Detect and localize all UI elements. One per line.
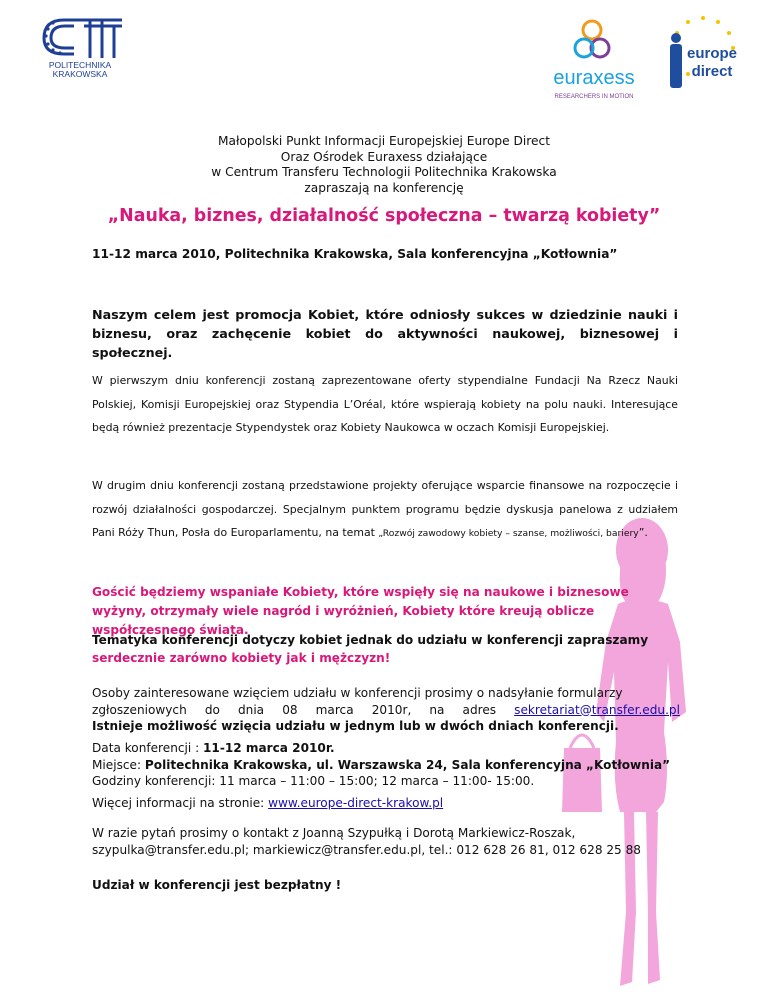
free-participation-note: Udział w konferencji jest bezpłatny ! bbox=[92, 878, 342, 892]
detail-hours: Godziny konferencji: 11 marca – 11:00 – 15:00; 12 marca – 11:00- 15:00. bbox=[92, 774, 535, 788]
website-link[interactable]: www.europe-direct-krakow.pl bbox=[268, 796, 444, 810]
theme-block bbox=[92, 631, 680, 667]
euraxess-logo bbox=[540, 14, 650, 106]
detail-date-value: 11-12 marca 2010r. bbox=[203, 741, 335, 755]
apply-word: dnia bbox=[237, 702, 265, 717]
apply-line1: Osoby zainteresowane wzięciem udziału w konferencji prosimy o nadsyłanie formularzy bbox=[92, 686, 623, 700]
goal-statement: Naszym celem jest promocja Kobiet, które odniosły sukces w dziedzinie nauki i biznesu, oraz zachęcenie kobiet do aktywności naukowej, biznesowej i społecznej. bbox=[92, 307, 678, 360]
day2-topic: „Rozwój zawodowy kobiety – szanse, możliwości, bariery bbox=[378, 528, 639, 539]
contact-line: szypulka@transfer.edu.pl; markiewicz@transfer.edu.pl, tel.: 012 628 26 81, 012 628 25 88 bbox=[92, 842, 641, 857]
apply-word: na bbox=[429, 702, 445, 717]
euraxess-tagline: RESEARCHERS IN MOTION bbox=[554, 94, 634, 100]
detail-place bbox=[92, 757, 680, 774]
conference-title: „Nauka, biznes, działalność społeczna – twarzą kobiety” bbox=[107, 206, 661, 226]
detail-place-label: Miejsce: bbox=[92, 757, 145, 772]
day2-text: W drugim dniu konferencji zostaną przedstawione projekty oferujące wsparcie finansowe na rozpoczęcie i rozwój działalności gospodarczej. Specjalnym punktem programu będzie dyskusja panelowa z udziałem Pani Róży Thun, Posła do Europarlamentu, na temat bbox=[92, 479, 678, 539]
politechnika-krakowska-logo bbox=[34, 14, 126, 80]
more-info-line bbox=[92, 795, 680, 812]
guests-note: Gościć będziemy wspaniałe Kobiety, które wspięły się na naukowe i biznesowe wyżyny, otrzymały wiele nagród i wyróżnień, Kobiety które kreują oblicze współczesnego świata. bbox=[92, 585, 629, 637]
conference-date-line: 11-12 marca 2010, Politechnika Krakowska, Sala konferencyjna „Kotłownia” bbox=[92, 247, 618, 261]
apply-word: 2010r, bbox=[371, 702, 412, 717]
day2-paragraph bbox=[92, 474, 678, 546]
pk-logo-line1: POLITECHNIKA bbox=[48, 60, 112, 70]
detail-date-label: Data konferencji : bbox=[92, 741, 203, 755]
pk-logo-line2: KRAKOWSKA bbox=[52, 69, 108, 79]
more-info-label: Więcej informacji na stronie: bbox=[92, 796, 269, 810]
intro-line: Oraz Ośrodek Euraxess działające bbox=[280, 149, 488, 164]
contact-block bbox=[92, 825, 680, 858]
apply-word: zgłoszeniowych bbox=[92, 702, 187, 717]
apply-word: do bbox=[204, 702, 220, 717]
day2-end: ”. bbox=[638, 526, 648, 539]
europe-direct-word1: europe bbox=[686, 45, 738, 62]
apply-word: adres bbox=[462, 702, 497, 717]
contact-line: W razie pytań prosimy o kontakt z Joanną Szypułką i Dorotą Markiewicz-Roszak, bbox=[92, 826, 576, 840]
detail-date bbox=[92, 740, 680, 757]
apply-word: marca bbox=[315, 702, 354, 717]
intro-block bbox=[80, 134, 688, 196]
apply-word: 08 bbox=[282, 702, 298, 717]
theme-invite: serdecznie zarówno kobiety jak i mężczyzn! bbox=[92, 651, 391, 665]
europe-direct-logo bbox=[662, 14, 744, 96]
detail-place-value: Politechnika Krakowska, ul. Warszawska 24, Sala konferencyjna „Kotłownia” bbox=[144, 757, 671, 772]
intro-line: zapraszają na konferencję bbox=[304, 180, 464, 195]
day1-paragraph: W pierwszym dniu konferencji zostaną zaprezentowane oferty stypendialne Fundacji Na Rzecz Nauki Polskiej, Komisji Europejskiej oraz Stypendia L’Oréal, które wspierają kobiety na polu nauki. Interesujące będą również prezentacje Stypendystek oraz Kobiety Naukowca w oczach Komisji Europejskiej. bbox=[92, 374, 678, 434]
registration-email-link[interactable]: sekretariat@transfer.edu.pl bbox=[514, 702, 680, 717]
apply-line3: Istnieje możliwość wzięcia udziału w jednym lub w dwóch dniach konferencji. bbox=[92, 719, 619, 733]
intro-line: Małopolski Punkt Informacji Europejskiej Europe Direct bbox=[217, 134, 550, 148]
europe-direct-word2: direct bbox=[691, 63, 733, 80]
details-block bbox=[92, 740, 680, 790]
application-block bbox=[92, 685, 680, 735]
apply-line2 bbox=[92, 702, 680, 719]
theme-text: Tematyka konferencji dotyczy kobiet jednak do udziału w konferencji zapraszamy bbox=[92, 633, 649, 647]
euraxess-wordmark: euraxess bbox=[553, 67, 635, 89]
intro-line: w Centrum Transferu Technologii Politechnika Krakowska bbox=[211, 165, 557, 179]
